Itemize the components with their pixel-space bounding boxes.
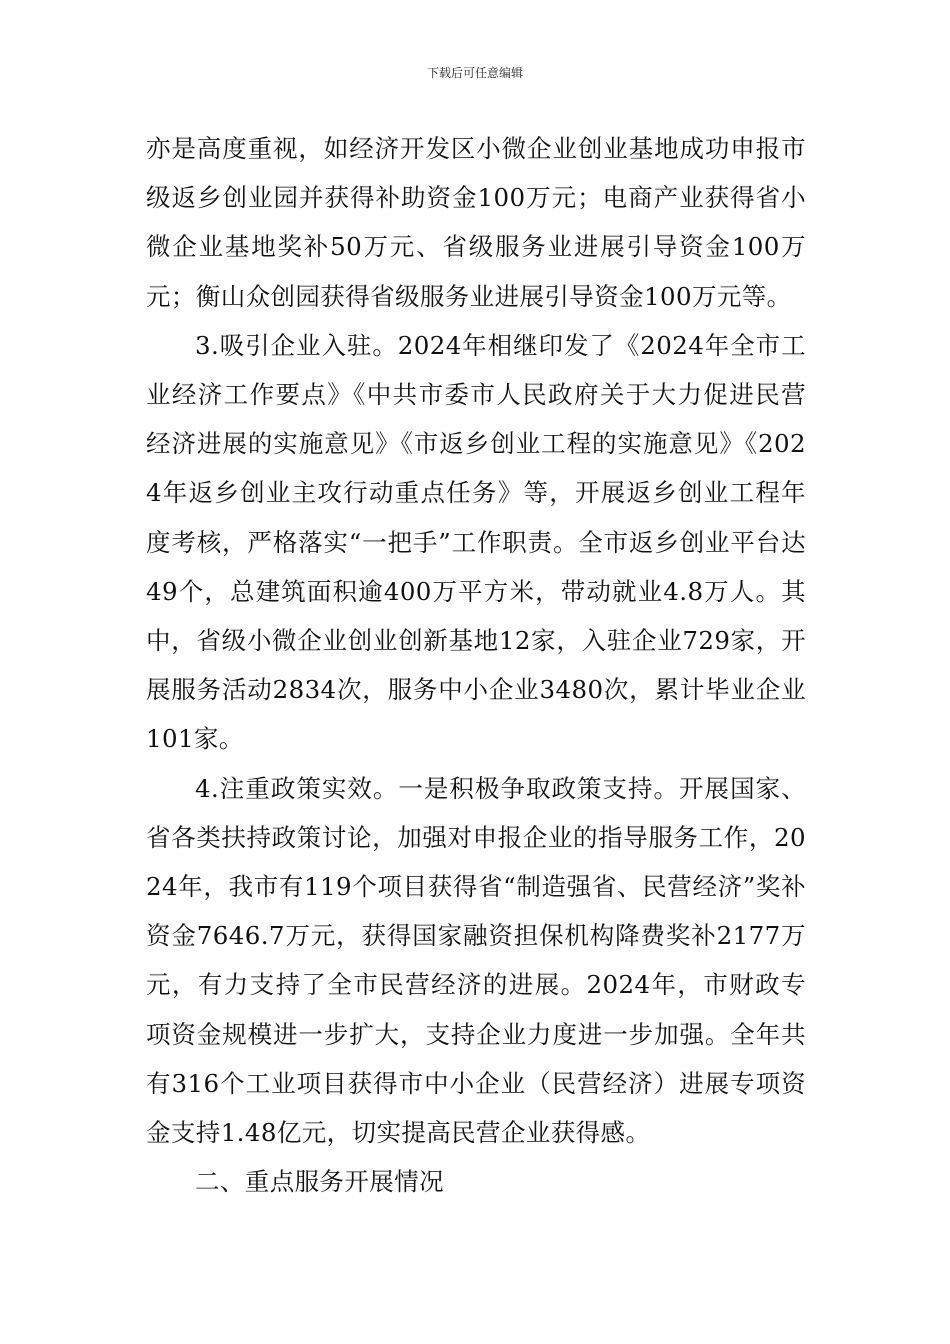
document-body xyxy=(146,124,806,1206)
paragraph-continuation: 亦是高度重视，如经济开发区小微企业创业基地成功申报市级返乡创业园并获得补助资金100万元；电商产业获得省小微企业基地奖补50万元、省级服务业进展引导资金100万元；衡山众创园获得省级服务业进展引导资金100万元等。 xyxy=(146,134,806,311)
paragraph-policy-effectiveness: 4.注重政策实效。一是积极争取政策支持。开展国家、省各类扶持政策讨论，加强对申报企业的指导服务工作，2024年，我市有119个项目获得省“制造强省、民营经济”奖补资金7646.7万元，获得国家融资担保机构降费奖补2177万元，有力支持了全市民营经济的进展。2024年，市财政专项资金规模进一步扩大，支持企业力度进一步加强。全年共有316个工业项目获得市中小企业（民营经济）进展专项资金支持1.48亿元，切实提高民营企业获得感。 xyxy=(146,773,806,1148)
section-heading: 二、重点服务开展情况 xyxy=(195,1167,444,1197)
page-header-note: 下载后可任意编辑 xyxy=(426,66,523,80)
paragraph-attract-enterprises: 3.吸引企业入驻。2024年相继印发了《2024年全市工业经济工作要点》《中共市委市人民政府关于大力促进民营经济进展的实施意见》《市返乡创业工程的实施意见》《2024年返乡创业主攻行动重点任务》等，开展返乡创业工程年度考核，严格落实“一把手”工作职责。全市返乡创业平台达49个，总建筑面积逾400万平方米，带动就业4.8万人。其中，省级小微企业创业创新基地12家，入驻企业729家，开展服务活动2834次，服务中小企业3480次，累计毕业企业101家。 xyxy=(146,330,806,754)
